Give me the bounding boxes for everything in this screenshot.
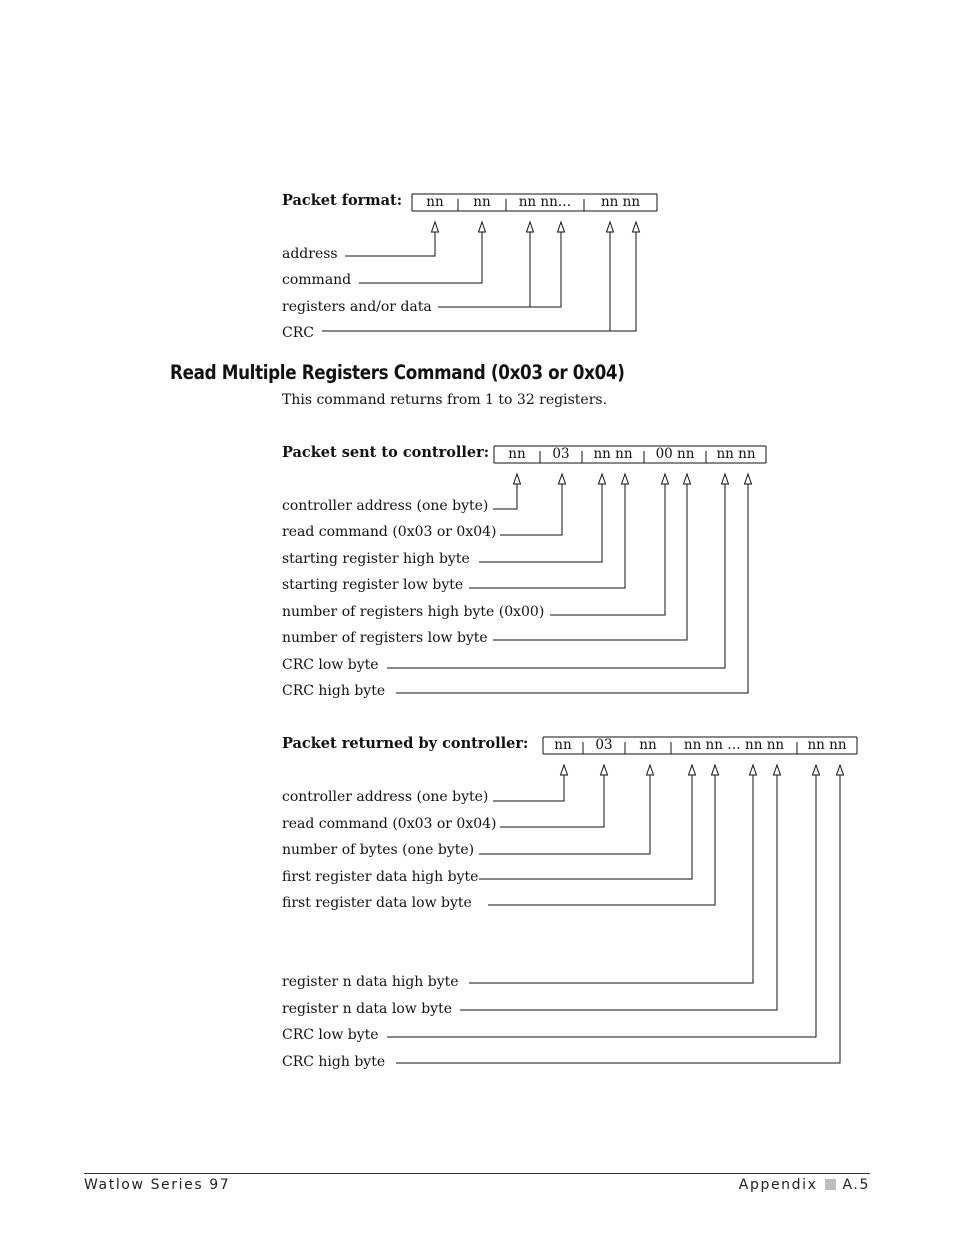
packet-sent-title: Packet sent to controller: [282, 444, 490, 461]
field-label: controller address (one byte) [282, 498, 489, 514]
packet-cell: 00 nn [655, 446, 695, 462]
field-label: read command (0x03 or 0x04) [282, 524, 497, 540]
section-intro: This command returns from 1 to 32 registers. [282, 392, 608, 408]
arrow-up-icon [432, 222, 439, 232]
connector-line [460, 775, 777, 1010]
connector-line [345, 232, 435, 256]
packet-cell: nn nn [600, 194, 641, 210]
arrow-up-icon [712, 765, 719, 775]
arrow-up-icon [561, 765, 568, 775]
arrow-up-icon [514, 474, 521, 484]
field-label: register n data high byte [282, 974, 459, 990]
field-label: register n data low byte [282, 1001, 452, 1017]
packet-cell: nn [508, 446, 526, 462]
arrow-up-icon [558, 222, 565, 232]
footer-page-number: A.5 [842, 1177, 870, 1193]
field-label: starting register low byte [282, 577, 464, 593]
field-label: address [282, 246, 338, 262]
packet-returned-title: Packet returned by controller: [282, 735, 529, 752]
arrow-up-icon [774, 765, 781, 775]
arrow-up-icon [689, 765, 696, 775]
connector-line [438, 232, 530, 307]
connector-line [493, 484, 517, 509]
field-label: number of registers high byte (0x00) [282, 604, 545, 620]
arrow-up-icon [750, 765, 757, 775]
field-label: CRC low byte [282, 1027, 379, 1043]
arrow-up-icon [684, 474, 691, 484]
arrow-up-icon [722, 474, 729, 484]
field-label: first register data high byte [282, 869, 479, 885]
packet-cell: nn nn … nn nn [683, 737, 785, 753]
packet-cell: nn [554, 737, 572, 753]
field-label: starting register high byte [282, 551, 470, 567]
arrow-up-icon [813, 765, 820, 775]
arrow-up-icon [599, 474, 606, 484]
packet-cell: 03 [552, 446, 570, 462]
arrow-up-icon [633, 222, 640, 232]
field-label: read command (0x03 or 0x04) [282, 816, 497, 832]
arrow-up-icon [662, 474, 669, 484]
arrow-up-icon [622, 474, 629, 484]
connector-line [493, 775, 564, 801]
field-label: CRC high byte [282, 683, 386, 699]
field-label: command [282, 272, 352, 288]
field-label: CRC high byte [282, 1054, 386, 1070]
packet-cell: nn nn [593, 446, 633, 462]
arrow-up-icon [479, 222, 486, 232]
field-label: registers and/or data [282, 299, 432, 315]
footer-page-ref [739, 1177, 870, 1193]
connector-line [488, 775, 715, 905]
footer-section: Appendix [738, 1177, 818, 1193]
arrow-up-icon [527, 222, 534, 232]
connector-line [359, 232, 482, 283]
field-label: controller address (one byte) [282, 789, 489, 805]
packet-cell: nn nn… [518, 194, 572, 210]
arrow-up-icon [607, 222, 614, 232]
packet-cell: 03 [595, 737, 613, 753]
connector-line [438, 232, 561, 307]
field-label: CRC [282, 325, 314, 341]
connector-line [322, 232, 610, 331]
packet-format-title: Packet format: [282, 192, 403, 209]
square-bullet-icon [825, 1179, 836, 1190]
packet-cell: nn nn [716, 446, 756, 462]
arrow-up-icon [559, 474, 566, 484]
connector-line [550, 484, 665, 615]
arrow-up-icon [837, 765, 844, 775]
footer-title: Watlow Series 97 [84, 1177, 231, 1193]
section-heading: Read Multiple Registers Command (0x03 or 0x04) [170, 361, 625, 384]
footer-rule [84, 1173, 870, 1174]
arrow-up-icon [647, 765, 654, 775]
field-label: first register data low byte [282, 895, 472, 911]
packet-cell: nn [473, 194, 491, 210]
field-label: number of bytes (one byte) [282, 842, 475, 858]
arrow-up-icon [601, 765, 608, 775]
arrow-up-icon [745, 474, 752, 484]
packet-cell: nn [426, 194, 444, 210]
packet-cell: nn nn [807, 737, 847, 753]
packet-cell: nn [639, 737, 657, 753]
field-label: number of registers low byte [282, 630, 488, 646]
connector-line [322, 232, 636, 331]
field-label: CRC low byte [282, 657, 379, 673]
connector-line [479, 484, 602, 562]
